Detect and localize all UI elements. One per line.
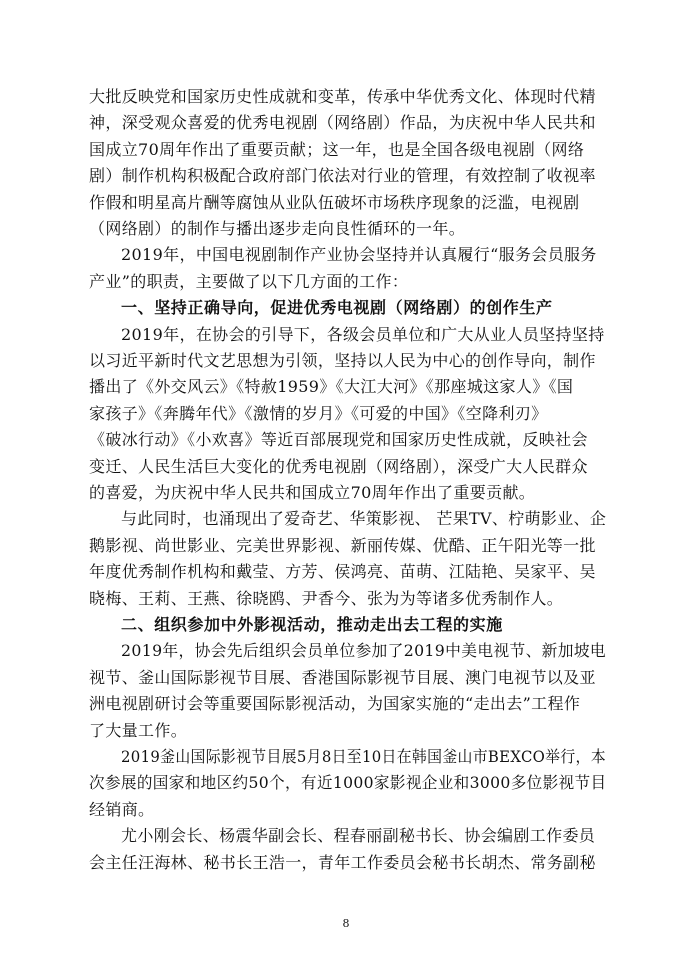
text-line: 2019年，协会先后组织会员单位参加了2019中美电视节、新加坡电: [121, 641, 607, 661]
text-line: 大批反映党和国家历史性成就和变革，传承中华优秀文化、体现时代精: [89, 87, 596, 106]
text-line: 作假和明星高片酬等腐蚀从业队伍破坏市场秩序现象的泛滥，电视剧: [89, 192, 580, 212]
text-line: 国成立70周年作出了重要贡献；这一年，也是全国各级电视剧（网络: [89, 139, 585, 159]
text-line: 次参展的国家和地区约50个，有近1000家影视企业和3000多位影视节目: [89, 773, 607, 793]
text-line: 洲电视剧研讨会等重要国际影视活动，为国家实施的“走出去”工程作: [89, 694, 581, 714]
text-line: 晓梅、王莉、王燕、徐晓鸥、尹香今、张为为等诸多优秀制作人。: [89, 588, 564, 608]
text-line: 尤小刚会长、杨震华副会长、程春丽副秘书长、协会编剧工作委员: [121, 826, 596, 846]
text-line: 变迁、人民生活巨大变化的优秀电视剧（网络剧），深受广大人民群众: [89, 456, 588, 476]
text-line: 《破冰行动》《小欢喜》等近百部展现党和国家历史性成就，反映社会: [89, 430, 588, 450]
text-line: 年度优秀制作机构和戴莹、方芳、侯鸿亮、苗萌、江陆艳、吴家平、吴: [89, 562, 596, 582]
text-line: 以习近平新时代文艺思想为引领，坚持以人民为中心的创作导向，制作: [89, 351, 596, 370]
text-line: 家孩子》《奔腾年代》《激情的岁月》《可爱的中国》《空降利刃》: [89, 403, 548, 423]
text-line: 产业”的职责，主要做了以下几方面的工作：: [89, 271, 409, 291]
text-line: 视节、釜山国际影视节目展、香港国际影视节目展、澳门电视节以及亚: [89, 667, 596, 687]
text-line: 会主任汪海林、秘书长王浩一，青年工作委员会秘书长胡杰、常务副秘: [89, 852, 596, 872]
text-line: 的喜爱，为庆祝中华人民共和国成立70周年作出了重要贡献。: [89, 483, 536, 502]
text-line: 与此同时，也涌现出了爱奇艺、华策影视、 芒果TV、柠萌影业、企: [121, 509, 607, 529]
section-heading-2: 二、组织参加中外影视活动，推动走出去工程的实施: [121, 615, 503, 634]
text-line: 2019年，在协会的引导下，各级会员单位和广大从业人员坚持坚持: [121, 324, 605, 344]
text-line: 了大量工作。: [89, 720, 188, 740]
text-line: 2019年，中国电视剧制作产业协会坚持并认真履行“服务会员服务: [121, 245, 597, 265]
text-line: 鹅影视、尚世影业、完美世界影视、新丽传媒、优酷、正午阳光等一批: [89, 535, 596, 555]
text-line: （网络剧）的制作与播出逐步走向良性循环的一年。: [89, 219, 466, 238]
page-number: 8: [342, 917, 350, 930]
text-line: 播出了《外交风云》《特赦1959》《大江大河》《那座城这家人》《国: [89, 377, 574, 397]
text-line: 神，深受观众喜爱的优秀电视剧（网络剧）作品，为庆祝中华人民共和: [89, 113, 596, 133]
text-line: 剧）制作机构积极配合政府部门依法对行业的管理，有效控制了收视率: [89, 166, 596, 186]
text-line: 2019釜山国际影视节目展5月8日至10日在韩国釜山市BEXCO举行，本: [121, 747, 606, 766]
section-heading-1: 一、坚持正确导向，促进优秀电视剧（网络剧）的创作生产: [121, 298, 553, 318]
text-line: 经销商。: [89, 799, 155, 819]
